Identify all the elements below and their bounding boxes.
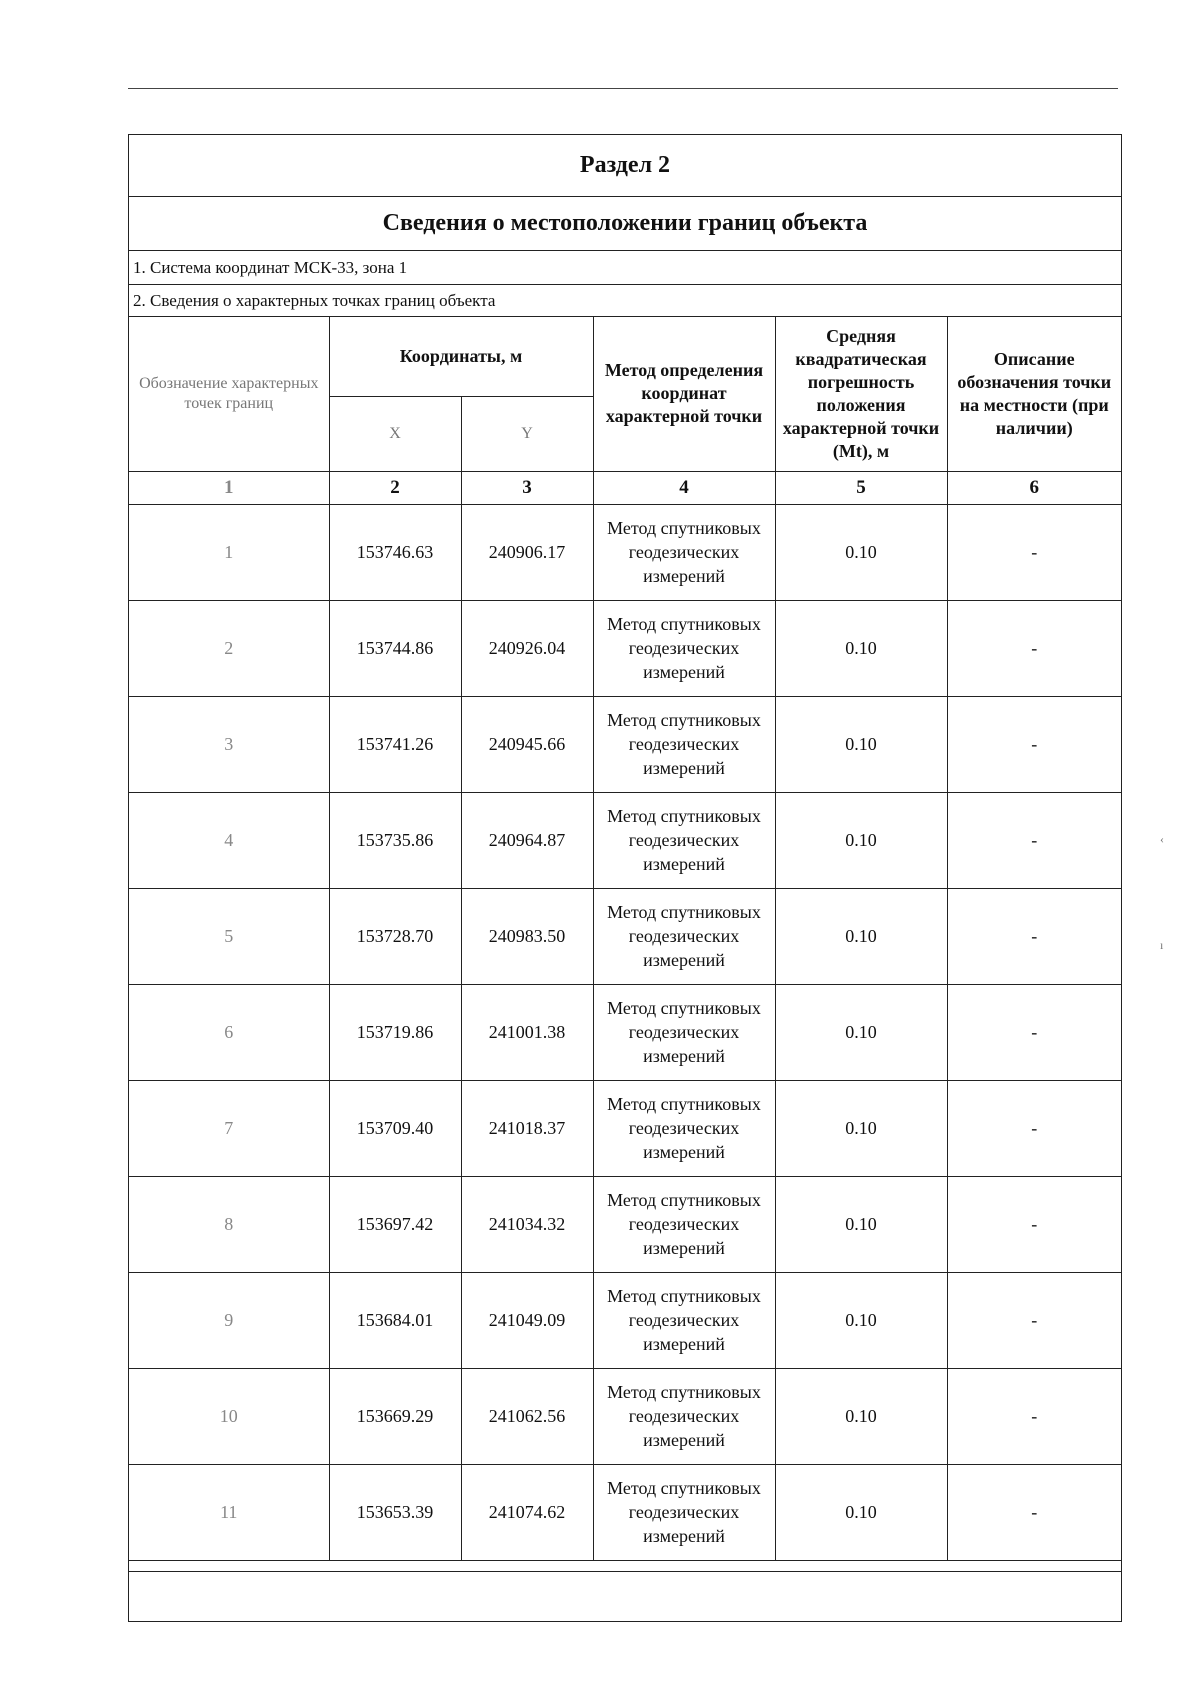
footer-strip (129, 1571, 1121, 1572)
table-row (129, 1080, 1121, 1176)
header-coordinates: Координаты, м (329, 317, 593, 396)
x-cell: 153728.70 (329, 888, 461, 984)
scan-mark: ı (1160, 938, 1164, 952)
y-cell: 240964.87 (461, 792, 593, 888)
point-cell: 2 (129, 600, 329, 696)
header-y: Y (461, 396, 593, 471)
y-cell: 241018.37 (461, 1080, 593, 1176)
method-cell: Метод спутниковых геодезических измерений (593, 1368, 775, 1464)
error-cell: 0.10 (775, 1080, 947, 1176)
points-info-line: 2. Сведения о характерных точках границ объекта (129, 285, 1121, 317)
table-row (129, 600, 1121, 696)
table-row (129, 1176, 1121, 1272)
method-cell: Метод спутниковых геодезических измерений (593, 1272, 775, 1368)
description-cell: - (947, 696, 1121, 792)
point-cell: 11 (129, 1464, 329, 1560)
description-cell: - (947, 1272, 1121, 1368)
x-cell: 153684.01 (329, 1272, 461, 1368)
point-cell: 3 (129, 696, 329, 792)
error-cell: 0.10 (775, 888, 947, 984)
y-cell: 241049.09 (461, 1272, 593, 1368)
x-cell: 153744.86 (329, 600, 461, 696)
column-number-row (129, 471, 1121, 504)
table-row (129, 1464, 1121, 1560)
method-cell: Метод спутниковых геодезических измерений (593, 1464, 775, 1560)
point-cell: 8 (129, 1176, 329, 1272)
y-cell: 240945.66 (461, 696, 593, 792)
error-cell: 0.10 (775, 600, 947, 696)
method-cell: Метод спутниковых геодезических измерений (593, 888, 775, 984)
method-cell: Метод спутниковых геодезических измерений (593, 504, 775, 600)
x-cell: 153746.63 (329, 504, 461, 600)
x-cell: 153709.40 (329, 1080, 461, 1176)
method-cell: Метод спутниковых геодезических измерений (593, 1176, 775, 1272)
column-number: 3 (461, 471, 593, 504)
x-cell: 153669.29 (329, 1368, 461, 1464)
error-cell: 0.10 (775, 984, 947, 1080)
x-cell: 153697.42 (329, 1176, 461, 1272)
table-row (129, 1368, 1121, 1464)
table-row (129, 696, 1121, 792)
error-cell: 0.10 (775, 696, 947, 792)
description-cell: - (947, 1368, 1121, 1464)
error-cell: 0.10 (775, 1464, 947, 1560)
coordinates-table (129, 317, 1121, 1561)
point-cell: 7 (129, 1080, 329, 1176)
description-cell: - (947, 1080, 1121, 1176)
error-cell: 0.10 (775, 1368, 947, 1464)
point-cell: 4 (129, 792, 329, 888)
error-cell: 0.10 (775, 1176, 947, 1272)
table-row (129, 888, 1121, 984)
y-cell: 241034.32 (461, 1176, 593, 1272)
method-cell: Метод спутниковых геодезических измерений (593, 984, 775, 1080)
method-cell: Метод спутниковых геодезических измерений (593, 600, 775, 696)
point-cell: 1 (129, 504, 329, 600)
table-row (129, 504, 1121, 600)
method-cell: Метод спутниковых геодезических измерений (593, 696, 775, 792)
section-frame (128, 134, 1122, 1622)
table-row (129, 984, 1121, 1080)
point-cell: 10 (129, 1368, 329, 1464)
description-cell: - (947, 792, 1121, 888)
x-cell: 153741.26 (329, 696, 461, 792)
y-cell: 240926.04 (461, 600, 593, 696)
point-cell: 6 (129, 984, 329, 1080)
scan-mark: ‹ (1160, 832, 1164, 846)
column-number: 5 (775, 471, 947, 504)
description-cell: - (947, 1176, 1121, 1272)
error-cell: 0.10 (775, 792, 947, 888)
coordinate-system-line: 1. Система координат МСК-33, зона 1 (129, 251, 1121, 285)
y-cell: 241062.56 (461, 1368, 593, 1464)
y-cell: 240906.17 (461, 504, 593, 600)
header-x: X (329, 396, 461, 471)
description-cell: - (947, 504, 1121, 600)
header-description: Описание обозначения точки на местности (при наличии) (947, 317, 1121, 471)
y-cell: 241074.62 (461, 1464, 593, 1560)
x-cell: 153735.86 (329, 792, 461, 888)
point-cell: 5 (129, 888, 329, 984)
header-method: Метод определения координат характерной точки (593, 317, 775, 471)
column-number: 2 (329, 471, 461, 504)
table-row (129, 792, 1121, 888)
description-cell: - (947, 984, 1121, 1080)
object-title: Сведения о местоположении границ объекта (129, 197, 1121, 251)
point-cell: 9 (129, 1272, 329, 1368)
method-cell: Метод спутниковых геодезических измерений (593, 792, 775, 888)
y-cell: 240983.50 (461, 888, 593, 984)
column-number: 4 (593, 471, 775, 504)
description-cell: - (947, 600, 1121, 696)
method-cell: Метод спутниковых геодезических измерений (593, 1080, 775, 1176)
error-cell: 0.10 (775, 504, 947, 600)
y-cell: 241001.38 (461, 984, 593, 1080)
section-title: Раздел 2 (129, 135, 1121, 197)
table-row (129, 1272, 1121, 1368)
x-cell: 153653.39 (329, 1464, 461, 1560)
description-cell: - (947, 1464, 1121, 1560)
column-number: 1 (129, 471, 329, 504)
error-cell: 0.10 (775, 1272, 947, 1368)
x-cell: 153719.86 (329, 984, 461, 1080)
description-cell: - (947, 888, 1121, 984)
header-error: Средняя квадратическая погрешность положения характерной точки (Mt), м (775, 317, 947, 471)
top-divider (128, 88, 1118, 89)
header-point: Обозначение характерных точек границ (129, 317, 329, 471)
table-body (129, 504, 1121, 1560)
column-number: 6 (947, 471, 1121, 504)
